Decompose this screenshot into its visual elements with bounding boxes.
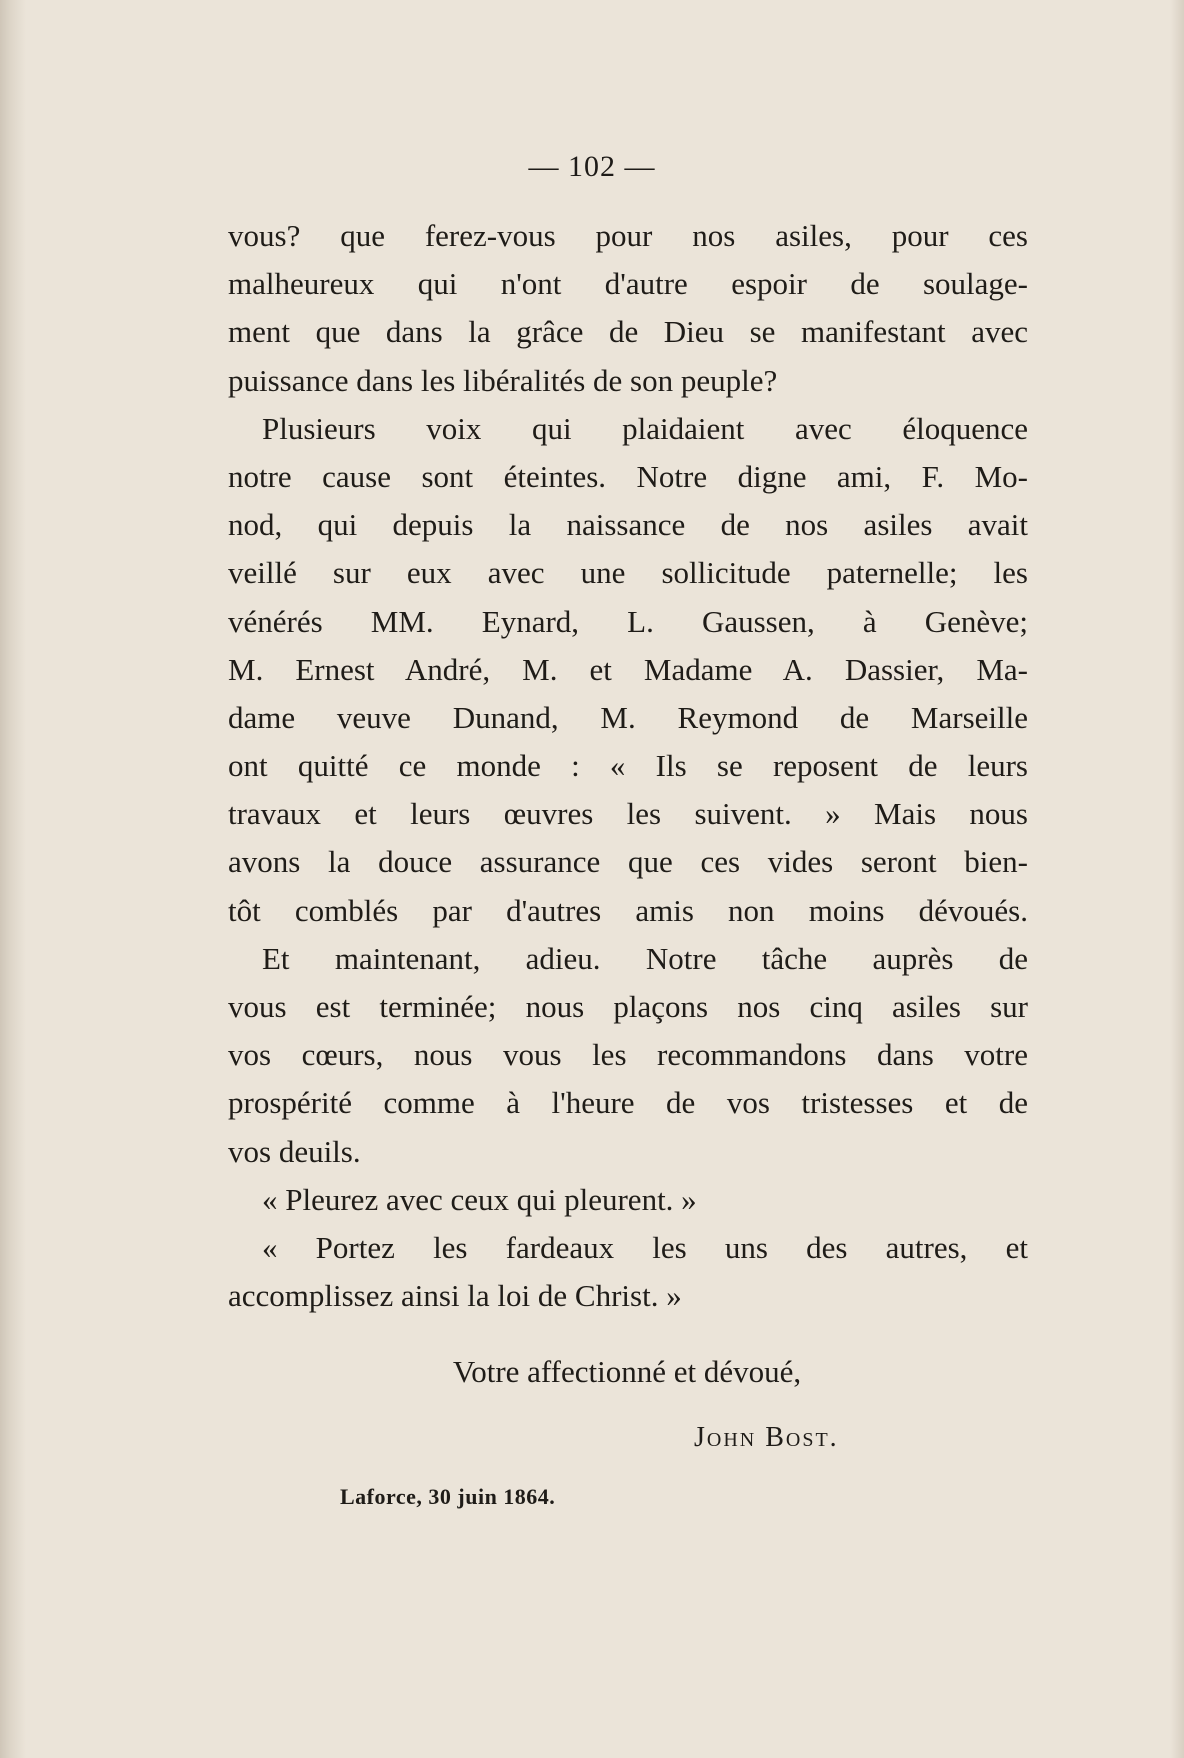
- text-line: notre cause sont éteintes. Notre digne ami, F. Mo-: [228, 458, 1028, 494]
- text-line: ont quitté ce monde : « Ils se reposent de leurs: [228, 748, 1028, 784]
- page-number: — 102 —: [528, 150, 656, 183]
- text-line: avons la douce assurance que ces vides seront bien-: [228, 844, 1028, 880]
- text-line: Plusieurs voix qui plaidaient avec éloquence: [262, 410, 1028, 446]
- text-line: nod, qui depuis la naissance de nos asiles avait: [228, 507, 1028, 543]
- paragraph-2: [228, 405, 1028, 935]
- text-line: vénérés MM. Eynard, L. Gaussen, à Genève;: [228, 603, 1028, 639]
- quote-2: [228, 1224, 1028, 1320]
- paragraph-1: [228, 212, 1028, 405]
- text-line: M. Ernest André, M. et Madame A. Dassier, Ma-: [228, 651, 1028, 687]
- text-line: ment que dans la grâce de Dieu se manifestant avec: [228, 314, 1028, 350]
- text-line: Et maintenant, adieu. Notre tâche auprès de: [262, 940, 1028, 976]
- text-line: travaux et leurs œuvres les suivent. » Mais nous: [228, 796, 1028, 832]
- text-line: veillé sur eux avec une sollicitude paternelle; les: [228, 555, 1028, 591]
- text-line: accomplissez ainsi la loi de Christ. »: [228, 1278, 682, 1314]
- body-text: [228, 212, 1028, 1320]
- paragraph-3: [228, 935, 1028, 1176]
- dateline: Laforce, 30 juin 1864.: [340, 1484, 556, 1509]
- text-line: tôt comblés par d'autres amis non moins dévoués.: [228, 892, 1028, 928]
- text-line: « Portez les fardeaux les uns des autres, et: [262, 1229, 1028, 1265]
- text-line: prospérité comme à l'heure de vos tristesses et de: [228, 1085, 1028, 1121]
- text-line: malheureux qui n'ont d'autre espoir de soulage-: [228, 266, 1028, 302]
- text-line: vos cœurs, nous vous les recommandons dans votre: [228, 1037, 1028, 1073]
- text-line: dame veuve Dunand, M. Reymond de Marseille: [228, 699, 1028, 735]
- closing-salutation: Votre affectionné et dévoué,: [452, 1354, 802, 1389]
- text-line: puissance dans les libéralités de son peuple?: [228, 362, 778, 398]
- quote-1: [228, 1176, 1028, 1224]
- text-line: vos deuils.: [228, 1133, 361, 1169]
- text-line: vous est terminée; nous plaçons nos cinq asiles sur: [228, 989, 1028, 1024]
- text-line: « Pleurez avec ceux qui pleurent. »: [262, 1181, 697, 1217]
- text-line: vous? que ferez-vous pour nos asiles, pour ces: [228, 218, 1028, 253]
- signature: John Bost.: [694, 1422, 839, 1453]
